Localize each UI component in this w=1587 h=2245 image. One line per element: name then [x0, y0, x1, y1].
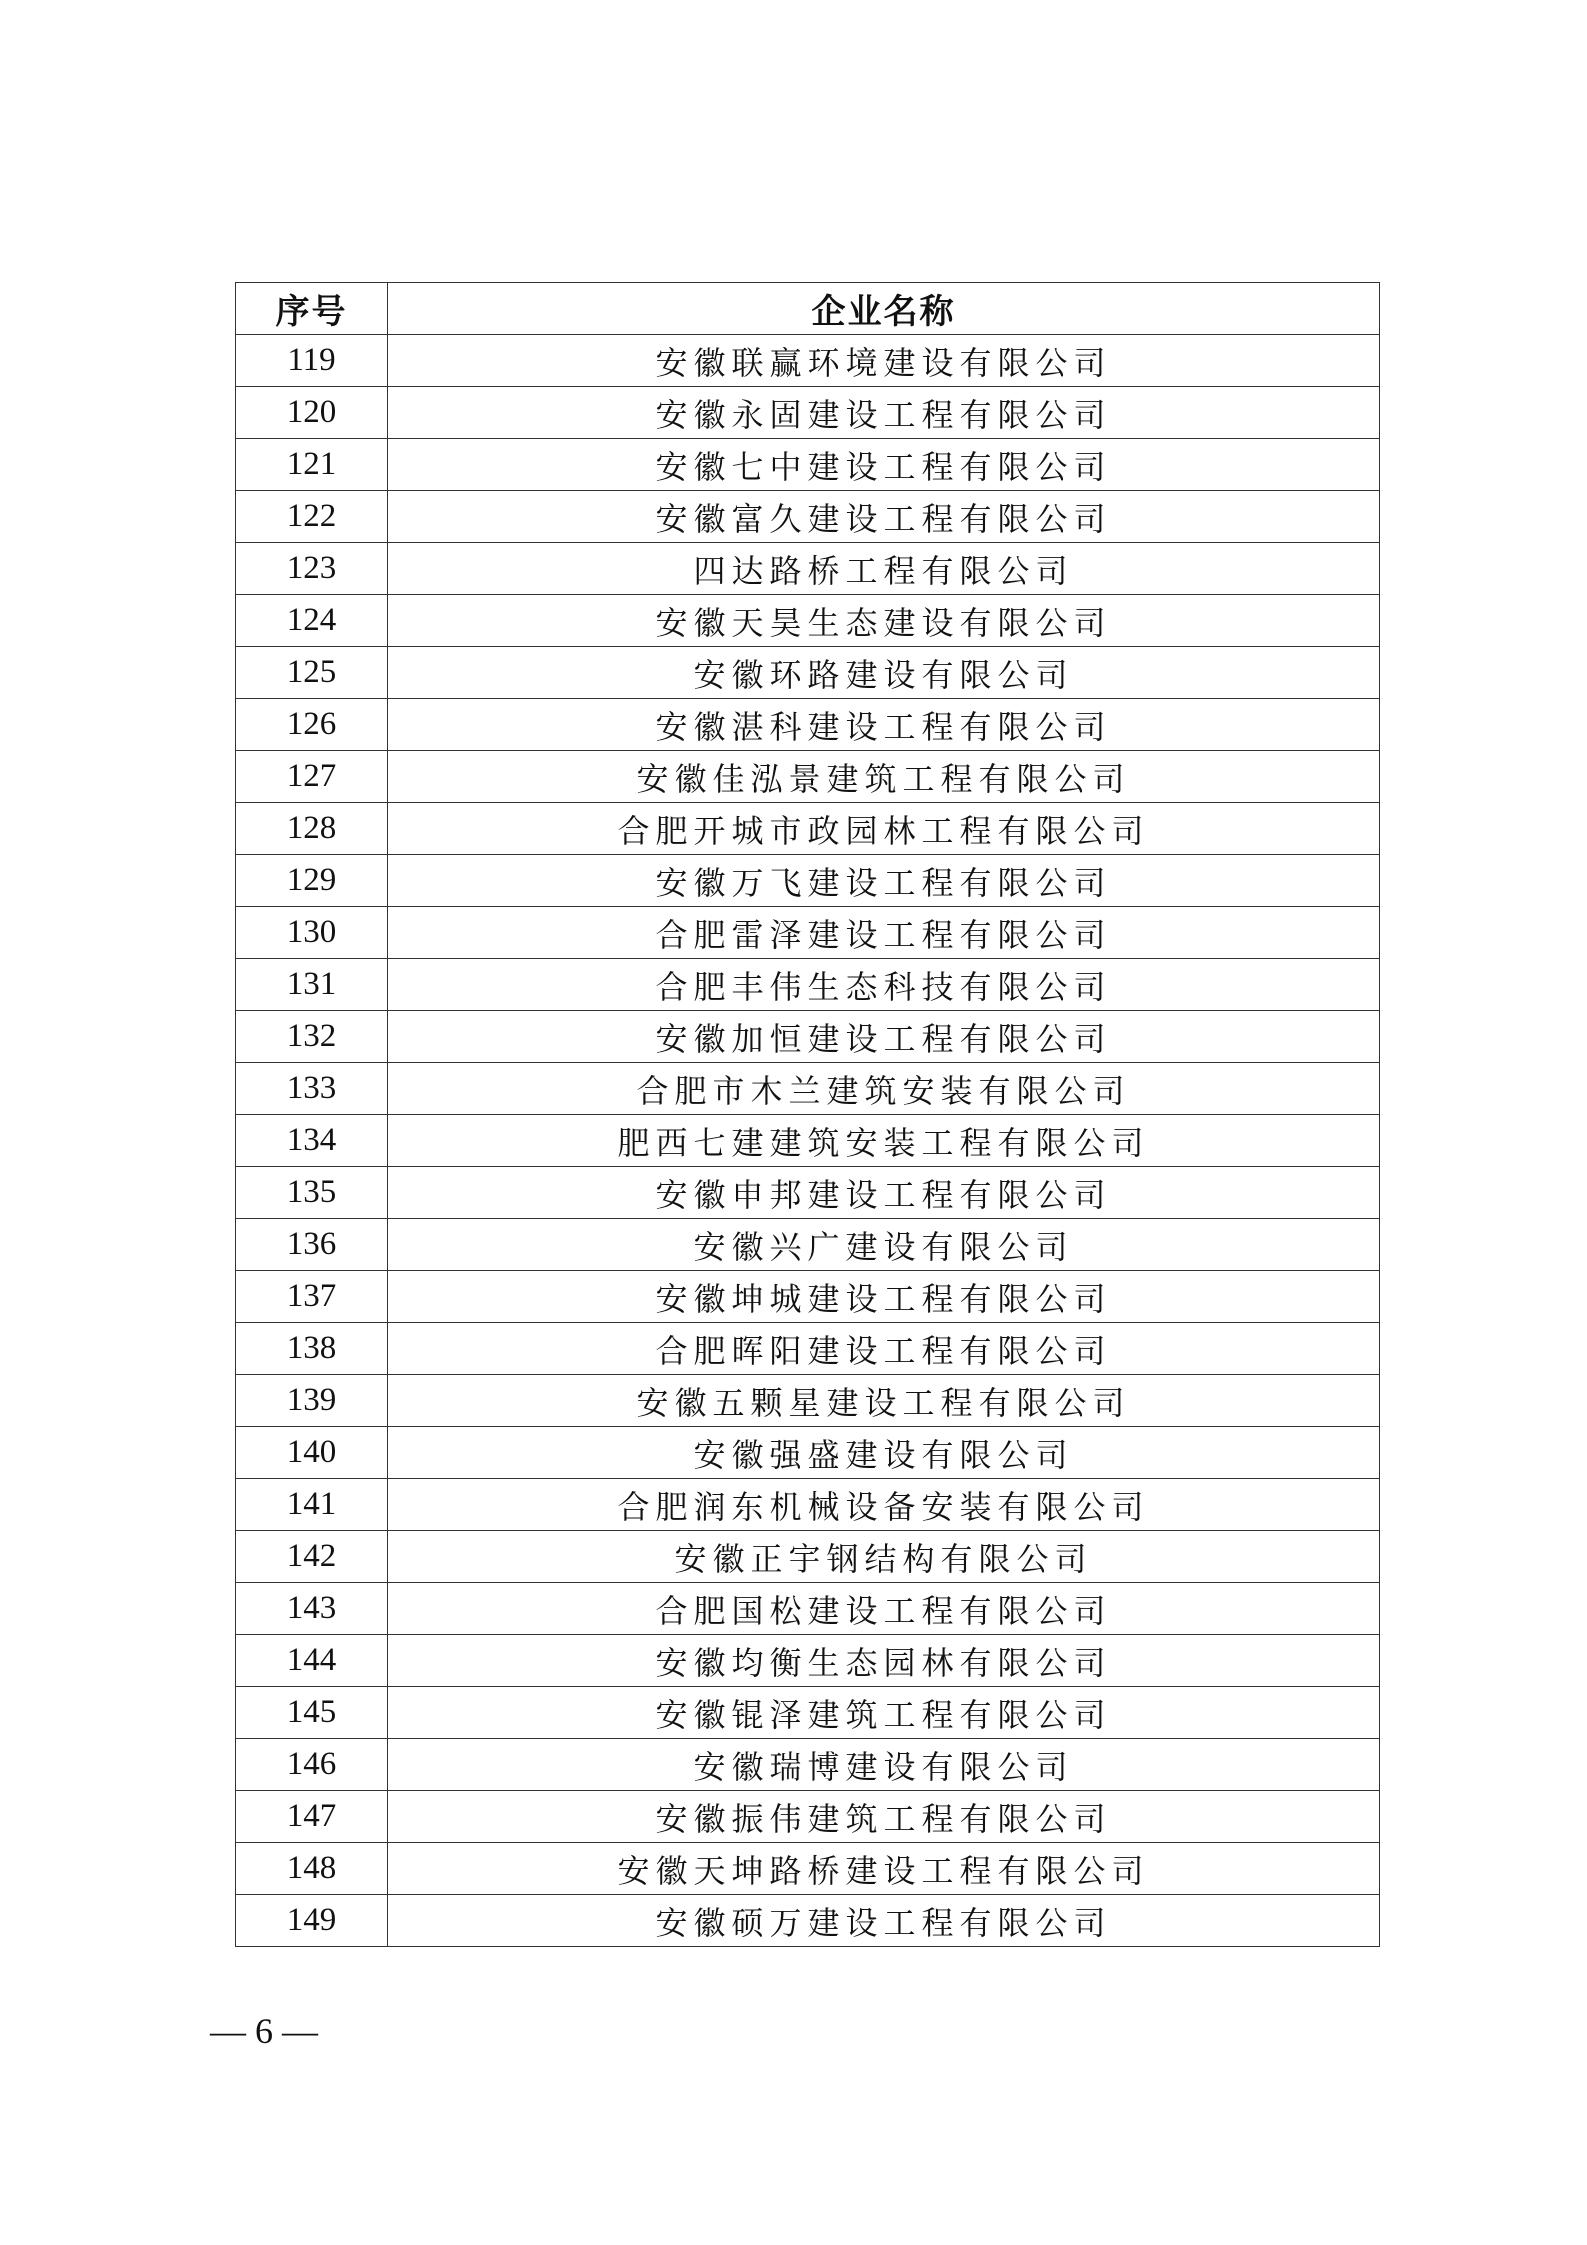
- row-seq: 124: [236, 595, 388, 647]
- row-seq: 141: [236, 1479, 388, 1531]
- table-header-row: [236, 283, 1380, 335]
- table-row: [236, 1635, 1380, 1687]
- row-company-name: 安徽天坤路桥建设工程有限公司: [388, 1843, 1380, 1895]
- row-seq: 147: [236, 1791, 388, 1843]
- row-seq: 121: [236, 439, 388, 491]
- table-row: [236, 439, 1380, 491]
- row-seq: 135: [236, 1167, 388, 1219]
- table-row: [236, 1895, 1380, 1947]
- row-company-name: 合肥润东机械设备安装有限公司: [388, 1479, 1380, 1531]
- table-row: [236, 1063, 1380, 1115]
- row-company-name: 合肥开城市政园林工程有限公司: [388, 803, 1380, 855]
- row-seq: 144: [236, 1635, 388, 1687]
- row-company-name: 安徽佳泓景建筑工程有限公司: [388, 751, 1380, 803]
- table-row: [236, 1219, 1380, 1271]
- table-row: [236, 1791, 1380, 1843]
- row-company-name: 安徽瑞博建设有限公司: [388, 1739, 1380, 1791]
- table-row: [236, 1115, 1380, 1167]
- row-company-name: 安徽申邦建设工程有限公司: [388, 1167, 1380, 1219]
- table-row: [236, 1843, 1380, 1895]
- company-list-table: [235, 282, 1380, 1947]
- row-company-name: 安徽振伟建筑工程有限公司: [388, 1791, 1380, 1843]
- row-seq: 120: [236, 387, 388, 439]
- row-seq: 119: [236, 335, 388, 387]
- row-company-name: 安徽正宇钢结构有限公司: [388, 1531, 1380, 1583]
- row-seq: 143: [236, 1583, 388, 1635]
- row-company-name: 合肥市木兰建筑安装有限公司: [388, 1063, 1380, 1115]
- row-seq: 149: [236, 1895, 388, 1947]
- row-company-name: 安徽富久建设工程有限公司: [388, 491, 1380, 543]
- page-number: — 6 —: [210, 2011, 318, 2051]
- table-row: [236, 1583, 1380, 1635]
- table-row: [236, 751, 1380, 803]
- row-seq: 133: [236, 1063, 388, 1115]
- table-row: [236, 1167, 1380, 1219]
- row-seq: 142: [236, 1531, 388, 1583]
- table-row: [236, 959, 1380, 1011]
- row-company-name: 合肥晖阳建设工程有限公司: [388, 1323, 1380, 1375]
- row-seq: 129: [236, 855, 388, 907]
- row-company-name: 安徽天昊生态建设有限公司: [388, 595, 1380, 647]
- row-company-name: 四达路桥工程有限公司: [388, 543, 1380, 595]
- table-body: [236, 335, 1380, 1947]
- row-company-name: 安徽联赢环境建设有限公司: [388, 335, 1380, 387]
- row-company-name: 安徽湛科建设工程有限公司: [388, 699, 1380, 751]
- row-seq: 134: [236, 1115, 388, 1167]
- row-seq: 145: [236, 1687, 388, 1739]
- table-row: [236, 803, 1380, 855]
- row-company-name: 安徽硕万建设工程有限公司: [388, 1895, 1380, 1947]
- table-row: [236, 387, 1380, 439]
- row-seq: 126: [236, 699, 388, 751]
- row-company-name: 安徽加恒建设工程有限公司: [388, 1011, 1380, 1063]
- row-seq: 136: [236, 1219, 388, 1271]
- row-company-name: 安徽环路建设有限公司: [388, 647, 1380, 699]
- row-seq: 130: [236, 907, 388, 959]
- row-seq: 146: [236, 1739, 388, 1791]
- row-seq: 125: [236, 647, 388, 699]
- row-company-name: 安徽强盛建设有限公司: [388, 1427, 1380, 1479]
- table-row: [236, 1479, 1380, 1531]
- table-row: [236, 1323, 1380, 1375]
- row-company-name: 肥西七建建筑安装工程有限公司: [388, 1115, 1380, 1167]
- row-seq: 148: [236, 1843, 388, 1895]
- row-seq: 132: [236, 1011, 388, 1063]
- table-row: [236, 543, 1380, 595]
- table-row: [236, 595, 1380, 647]
- row-seq: 123: [236, 543, 388, 595]
- row-company-name: 合肥丰伟生态科技有限公司: [388, 959, 1380, 1011]
- row-company-name: 安徽七中建设工程有限公司: [388, 439, 1380, 491]
- row-seq: 139: [236, 1375, 388, 1427]
- table-row: [236, 491, 1380, 543]
- row-company-name: 安徽锟泽建筑工程有限公司: [388, 1687, 1380, 1739]
- row-company-name: 安徽均衡生态园林有限公司: [388, 1635, 1380, 1687]
- table-row: [236, 907, 1380, 959]
- header-company-name: 企业名称: [388, 283, 1380, 335]
- table-row: [236, 1271, 1380, 1323]
- table-row: [236, 647, 1380, 699]
- table-row: [236, 1011, 1380, 1063]
- row-company-name: 合肥国松建设工程有限公司: [388, 1583, 1380, 1635]
- table-row: [236, 699, 1380, 751]
- row-seq: 131: [236, 959, 388, 1011]
- table-row: [236, 1427, 1380, 1479]
- row-company-name: 安徽五颗星建设工程有限公司: [388, 1375, 1380, 1427]
- row-company-name: 安徽兴广建设有限公司: [388, 1219, 1380, 1271]
- row-seq: 137: [236, 1271, 388, 1323]
- row-seq: 140: [236, 1427, 388, 1479]
- row-seq: 122: [236, 491, 388, 543]
- row-seq: 127: [236, 751, 388, 803]
- row-company-name: 安徽永固建设工程有限公司: [388, 387, 1380, 439]
- table-row: [236, 335, 1380, 387]
- table-row: [236, 1739, 1380, 1791]
- table-row: [236, 855, 1380, 907]
- table-row: [236, 1375, 1380, 1427]
- row-company-name: 合肥雷泽建设工程有限公司: [388, 907, 1380, 959]
- row-company-name: 安徽坤城建设工程有限公司: [388, 1271, 1380, 1323]
- table-row: [236, 1687, 1380, 1739]
- row-seq: 128: [236, 803, 388, 855]
- row-seq: 138: [236, 1323, 388, 1375]
- table-row: [236, 1531, 1380, 1583]
- row-company-name: 安徽万飞建设工程有限公司: [388, 855, 1380, 907]
- header-seq: 序号: [236, 283, 388, 335]
